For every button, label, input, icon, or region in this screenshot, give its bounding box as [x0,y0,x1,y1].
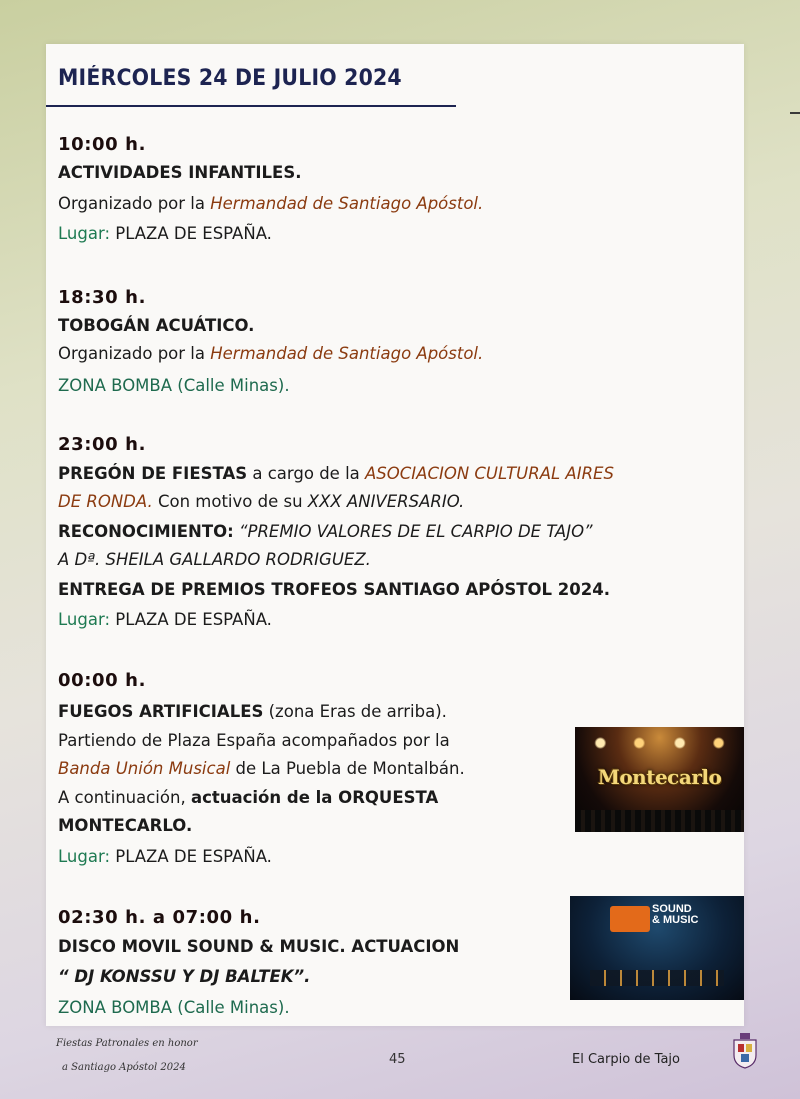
association-name: ASOCIACION CULTURAL AIRES [365,464,614,483]
event-title: TOBOGÁN ACUÁTICO. [58,316,255,335]
event-time: 00:00 h. [58,670,147,691]
event-place [58,847,272,866]
edge-mark [790,112,800,114]
event-line [58,522,593,541]
event-title: DISCO MOVIL SOUND & MUSIC. ACTUACION [58,937,460,956]
event-time: 23:00 h. [58,434,147,455]
continuation-text: A continuación, [58,788,191,807]
event-time: 18:30 h. [58,287,147,308]
montecarlo-logo: Montecarlo [597,765,722,789]
event-line [58,759,465,778]
prize-delivery: ENTREGA DE PREMIOS TROFEOS SANTIAGO APÓSTOL 2024. [58,580,610,599]
award-name: “PREMIO VALORES DE EL CARPIO DE TAJO” [233,522,593,541]
recognition-label: RECONOCIMIENTO: [58,522,234,541]
event-place: ZONA BOMBA (Calle Minas). [58,998,290,1017]
town-name: El Carpio de Tajo [572,1052,680,1067]
orchestra-performance: actuación de la ORQUESTA [190,788,439,807]
event-place [58,610,272,629]
organizer-name: Hermandad de Santiago Apóstol. [210,194,484,213]
anniversary-text: XXX ANIVERSARIO. [307,492,465,511]
page-title: MIÉRCOLES 24 DE JULIO 2024 [58,66,402,91]
event-line: Partiendo de Plaza España acompañados por la [58,731,450,750]
footer-festival-line1: Fiestas Patronales en honor [56,1038,198,1049]
pregon-label: PREGÓN DE FIESTAS [58,464,248,483]
place-value: PLAZA DE ESPAÑA. [110,847,272,866]
event-organizer [58,344,483,363]
award-recipient: A Dª. SHEILA GALLARDO RODRIGUEZ. [58,550,371,569]
fireworks-label: FUEGOS ARTIFICIALES [58,702,264,721]
event-title: ACTIVIDADES INFANTILES. [58,163,302,182]
event-organizer [58,194,483,213]
dj-booth [590,970,724,986]
band-name: Banda Unión Musical [58,759,231,778]
place-label: Lugar: [58,610,110,629]
band-origin: de La Puebla de Montalbán. [230,759,465,778]
footer-festival-line2: a Santiago Apóstol 2024 [62,1062,186,1073]
town-crest-icon [731,1033,759,1069]
event-place [58,224,272,243]
pregon-text: a cargo de la [247,464,366,483]
place-label: Lugar: [58,847,110,866]
fireworks-zone: (zona Eras de arriba). [263,702,447,721]
place-value: PLAZA DE ESPAÑA. [110,224,272,243]
organizer-prefix: Organizado por la [58,194,211,213]
sound-music-photo [570,896,744,1000]
event-line [58,464,614,483]
event-line [58,788,438,807]
orchestra-name: MONTECARLO. [58,816,193,835]
association-name-cont: DE RONDA. [58,492,153,511]
event-line [58,702,447,721]
sound-music-logo: SOUND & MUSIC [652,903,699,926]
stage-lights [575,733,744,753]
crowd-silhouette [575,810,744,832]
place-value: PLAZA DE ESPAÑA. [110,610,272,629]
page-number: 45 [389,1052,406,1067]
motive-text: Con motivo de su [152,492,308,511]
dj-names: “ DJ KONSSU Y DJ BALTEK”. [58,967,311,986]
event-place: ZONA BOMBA (Calle Minas). [58,376,290,395]
montecarlo-photo [575,727,744,832]
event-time: 10:00 h. [58,134,147,155]
place-label: Lugar: [58,224,110,243]
event-time: 02:30 h. a 07:00 h. [58,907,261,928]
title-underline [46,105,456,107]
sound-music-logo-icon [610,906,650,932]
organizer-name: Hermandad de Santiago Apóstol. [210,344,484,363]
organizer-prefix: Organizado por la [58,344,211,363]
event-line [58,492,464,511]
